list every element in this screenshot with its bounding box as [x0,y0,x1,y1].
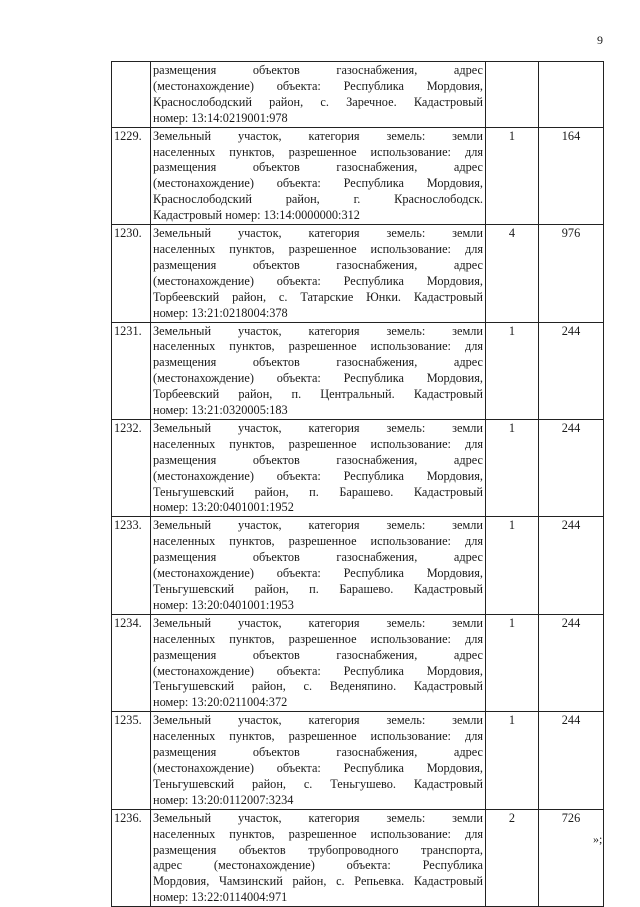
row-number [112,62,151,128]
table-row [112,712,604,809]
table-row [112,419,604,516]
description-line: Краснослободский район, с. Заречное. Кадастровый [153,94,483,109]
plot-area [539,62,604,128]
row-number: 1229. [112,127,151,224]
description-line: населенных пунктов, разрешенное использование: для [153,631,483,646]
description-line: размещения объектов газоснабжения, адрес [153,550,483,565]
table-row [112,517,604,614]
description-line: Земельный участок, категория земель: земли [153,226,483,241]
description-line: Земельный участок, категория земель: земли [153,518,483,533]
description-line: размещения объектов газоснабжения, адрес [153,63,483,77]
row-number: 1232. [112,419,151,516]
table-row [112,225,604,322]
description-line: Земельный участок, категория земель: земли [153,810,483,825]
description-line: Краснослободский район, г. Краснослободск. [153,192,483,207]
description-line: населенных пунктов, разрешенное использование: для [153,144,483,159]
row-number: 1233. [112,517,151,614]
description-line: Теньгушевский район, п. Барашево. Кадастровый [153,582,483,596]
page-number: 9 [597,33,603,47]
plot-description [151,809,486,906]
plot-area: 726 [539,809,604,906]
row-number: 1234. [112,614,151,711]
plot-count: 1 [486,127,539,224]
table-row [112,322,604,419]
description-line: номер: 13:20:0211004:372 [153,695,288,710]
description-line: Торбеевский район, с. Татарские Юнки. Кадастровый [153,289,483,304]
plot-count [486,62,539,128]
description-line: (местонахождение) объекта: Республика Мордовия, [153,371,483,386]
description-line: Теньгушевский район, с. Веденяпино. Кадастровый [153,679,483,694]
description-line: размещения объектов газоснабжения, адрес [153,745,483,760]
plot-area: 244 [539,614,604,711]
plot-area: 244 [539,419,604,516]
plot-description [151,225,486,322]
plot-area: 244 [539,712,604,809]
plot-count: 1 [486,712,539,809]
description-line: номер: 13:20:0401001:1953 [153,597,294,612]
description-line: (местонахождение) объекта: Республика Мордовия, [153,273,483,288]
plot-count: 2 [486,809,539,906]
plot-description [151,614,486,711]
table-row [112,62,604,128]
description-line: (местонахождение) объекта: Республика Мордовия, [153,663,483,678]
description-line: Земельный участок, категория земель: земли [153,713,483,728]
plot-description [151,322,486,419]
table-body [112,62,604,907]
plot-description [151,62,486,128]
description-line: населенных пунктов, разрешенное использование: для [153,339,483,354]
description-line: размещения объектов газоснабжения, адрес [153,160,483,175]
description-line: номер: 13:20:0401001:1952 [153,500,294,515]
row-number: 1236. [112,809,151,906]
row-number: 1231. [112,322,151,419]
description-line: Торбеевский район, п. Центральный. Кадастровый [153,387,483,402]
plot-description [151,712,486,809]
plot-area: 164 [539,127,604,224]
description-line: населенных пунктов, разрешенное использование: для [153,436,483,451]
description-line: размещения объектов газоснабжения, адрес [153,452,483,467]
description-line: размещения объектов газоснабжения, адрес [153,355,483,370]
description-line: (местонахождение) объекта: Республика Мордовия, [153,78,483,93]
description-line: населенных пунктов, разрешенное использование: для [153,534,483,549]
description-line: Земельный участок, категория земель: земли [153,323,483,338]
description-line: Теньгушевский район, с. Теньгушево. Кадастровый [153,776,483,791]
description-line: Кадастровый номер: 13:14:0000000:312 [153,208,360,223]
plot-description [151,127,486,224]
description-line: населенных пунктов, разрешенное использование: для [153,826,483,841]
plot-count: 1 [486,517,539,614]
closing-quote-mark: »; [593,832,603,846]
description-line: номер: 13:21:0218004:378 [153,305,288,320]
description-line: населенных пунктов, разрешенное использование: для [153,729,483,744]
description-line: номер: 13:14:0219001:978 [153,110,288,125]
description-line: адрес (местонахождение) объекта: Республика [153,858,483,873]
table-row [112,127,604,224]
description-line: Теньгушевский район, п. Барашево. Кадастровый [153,484,483,499]
description-line: Мордовия, Чамзинский район, с. Репьевка. Кадастровый [153,874,483,889]
table-row [112,614,604,711]
plot-area: 976 [539,225,604,322]
description-line: номер: 13:20:0112007:3234 [153,792,294,807]
description-line: размещения объектов трубопроводного транспорта, [153,842,483,857]
description-line: Земельный участок, категория земель: земли [153,128,483,143]
description-line: номер: 13:21:0320005:183 [153,403,288,418]
land-plots-table [111,61,604,907]
description-line: Земельный участок, категория земель: земли [153,420,483,435]
description-line: Земельный участок, категория земель: земли [153,615,483,630]
plot-description [151,517,486,614]
plot-count: 4 [486,225,539,322]
description-line: (местонахождение) объекта: Республика Мордовия, [153,760,483,775]
plot-count: 1 [486,614,539,711]
plot-count: 1 [486,419,539,516]
description-line: (местонахождение) объекта: Республика Мордовия, [153,566,483,581]
description-line: размещения объектов газоснабжения, адрес [153,257,483,272]
plot-description [151,419,486,516]
plot-count: 1 [486,322,539,419]
description-line: номер: 13:22:0114004:971 [153,890,288,905]
table-row [112,809,604,906]
description-line: размещения объектов газоснабжения, адрес [153,647,483,662]
description-line: (местонахождение) объекта: Республика Мордовия, [153,176,483,191]
row-number: 1230. [112,225,151,322]
description-line: (местонахождение) объекта: Республика Мордовия, [153,468,483,483]
description-line: населенных пунктов, разрешенное использование: для [153,241,483,256]
row-number: 1235. [112,712,151,809]
plot-area: 244 [539,517,604,614]
plot-area: 244 [539,322,604,419]
